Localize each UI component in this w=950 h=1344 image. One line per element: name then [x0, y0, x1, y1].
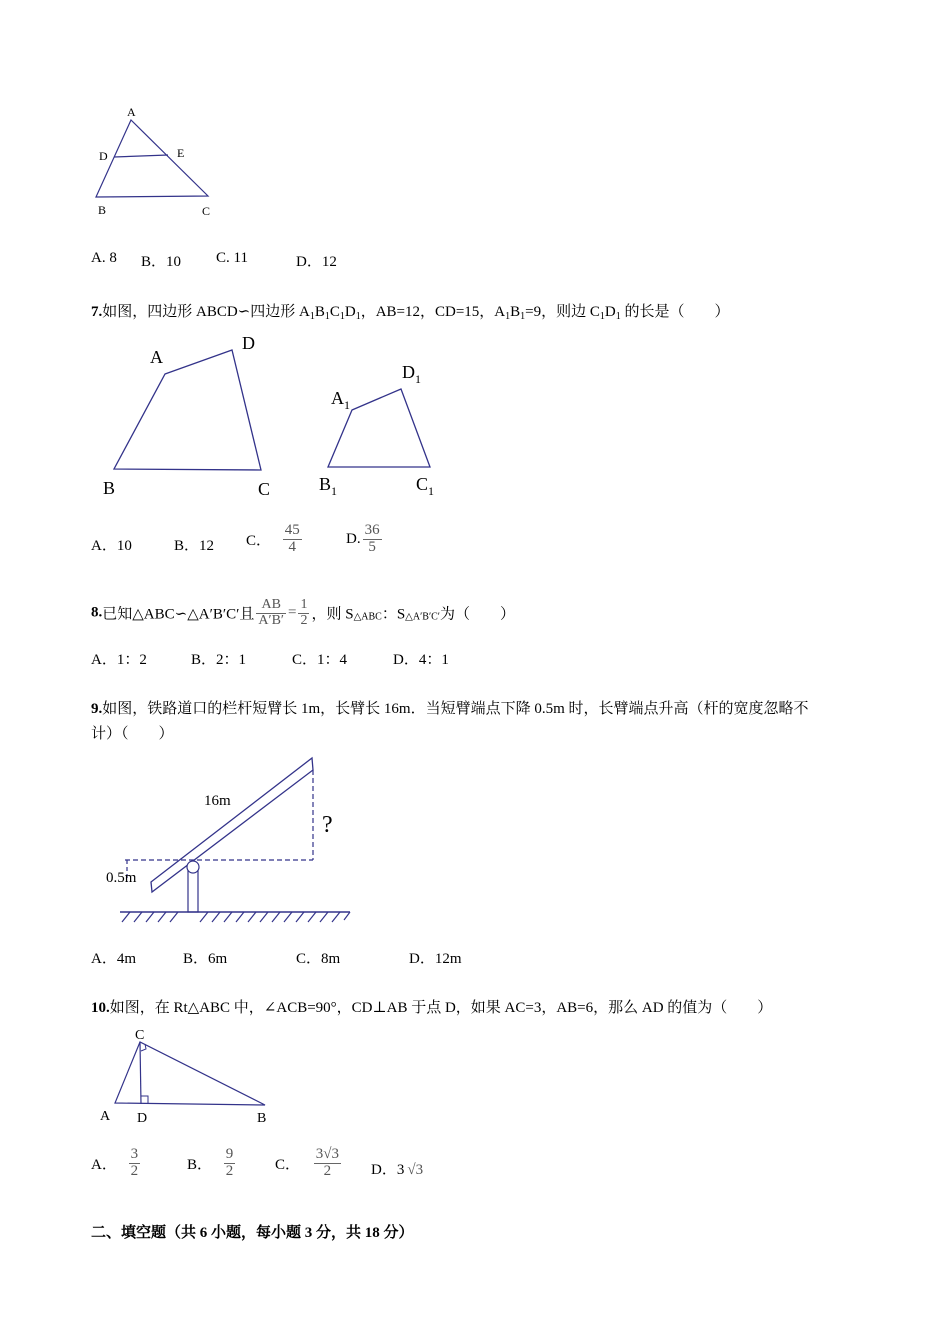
triangle-figure-q6: [88, 100, 228, 225]
question-9-line1: 9.如图，铁路道口的栏杆短臂长 1m，长臂长 16m．当短臂端点下降 0.5m 时，长臂端点升高（杆的宽度忽略不: [91, 701, 809, 717]
small-label-d: D: [402, 362, 415, 382]
big-label-a: A: [150, 347, 163, 367]
q9-option-b: B．6m: [183, 951, 228, 967]
q8-option-b: B．2：1: [191, 652, 247, 668]
q8-option-d: D．4：1: [393, 652, 449, 668]
section-2-heading: 二、填空题（共 6 小题，每小题 3 分，共 18 分）: [91, 1225, 414, 1241]
small-label-c: C: [416, 474, 429, 494]
small-label-b: B: [319, 474, 332, 494]
svg-text:A1: $A_1$: [331, 388, 350, 412]
label-16m: 16m: [204, 793, 231, 809]
railway-barrier-figure: [100, 750, 360, 935]
label-a: A: [127, 105, 136, 119]
label-b: B: [257, 1111, 267, 1126]
right-triangle-figure-q10: [95, 1022, 280, 1132]
svg-text:D1: $D_1$: [402, 362, 421, 386]
label-a: A: [100, 1109, 111, 1124]
q10-option-d: D．3 √3: [371, 1162, 424, 1178]
q9-option-a: A．4m: [91, 951, 137, 967]
q6-option-d: D．12: [296, 254, 337, 270]
question-9-line2: 计）（ ）: [91, 726, 174, 742]
question-7: 7.如图，四边形 ABCD∽四边形 $A_1B_1C_1D_1$，AB=12，CD=15，$A_1B_1=9$，则边 $C_1D_1$ 的长是（ ）: [91, 304, 730, 322]
q7-option-d: D. $\frac{36}{5}$: [346, 522, 380, 555]
label-d: D: [137, 1111, 148, 1126]
big-label-d: D: [242, 333, 255, 353]
q7-option-a: A．10: [91, 538, 132, 554]
label-b: B: [98, 203, 107, 217]
q10-option-a: A． $\frac{3}{2}$: [91, 1146, 139, 1179]
small-label-a: A: [331, 388, 344, 408]
label-question-mark: ?: [322, 812, 333, 838]
q8-number: 8.: [91, 604, 103, 621]
question-10: 10.如图，在 Rt△ABC 中，∠ACB=90°，CD⊥AB 于点 D，如果 AC=3，AB=6，那么 AD 的值为（ ）: [91, 1000, 773, 1016]
big-label-b: B: [103, 478, 116, 498]
q6-option-a: A. 8: [91, 250, 117, 266]
q9-option-d: D．12m: [409, 951, 462, 967]
q9-number: 9.: [91, 701, 103, 717]
q10-number: 10.: [91, 1000, 110, 1016]
q10-option-b: B． $\frac{9}{2}$: [187, 1146, 234, 1179]
q6-option-b: B．10: [141, 254, 182, 270]
q6-option-c: C. 11: [216, 250, 248, 266]
big-label-c: C: [258, 479, 271, 499]
label-c: C: [202, 204, 211, 218]
question-8: 8.已知△ABC∽△A′B′C′且 $\frac{AB}{A'B'}$ = $\frac{1}{2}$ ，则 $S_{\triangle ABC}$：$S_{\triangle A'B'C'}$为（ ）: [91, 597, 516, 628]
q7-option-c: C． $\frac{45}{4}$: [246, 522, 300, 555]
label-c: C: [135, 1028, 145, 1043]
q7-option-b: B．12: [174, 538, 215, 554]
label-0-5m: 0.5m: [106, 870, 137, 886]
q10-option-c: C． $\frac{3√3}{2}$: [275, 1146, 339, 1179]
label-d: D: [99, 149, 108, 163]
label-e: E: [177, 146, 185, 160]
quadrilateral-figure-q7: [95, 330, 455, 505]
svg-text:B1: $B_1$: [319, 474, 338, 498]
q7-number: 7.: [91, 304, 103, 320]
svg-text:C1: $C_1$: [416, 474, 435, 498]
q9-option-c: C．8m: [296, 951, 341, 967]
q8-option-c: C．1：4: [292, 652, 348, 668]
q8-option-a: A．1：2: [91, 652, 147, 668]
